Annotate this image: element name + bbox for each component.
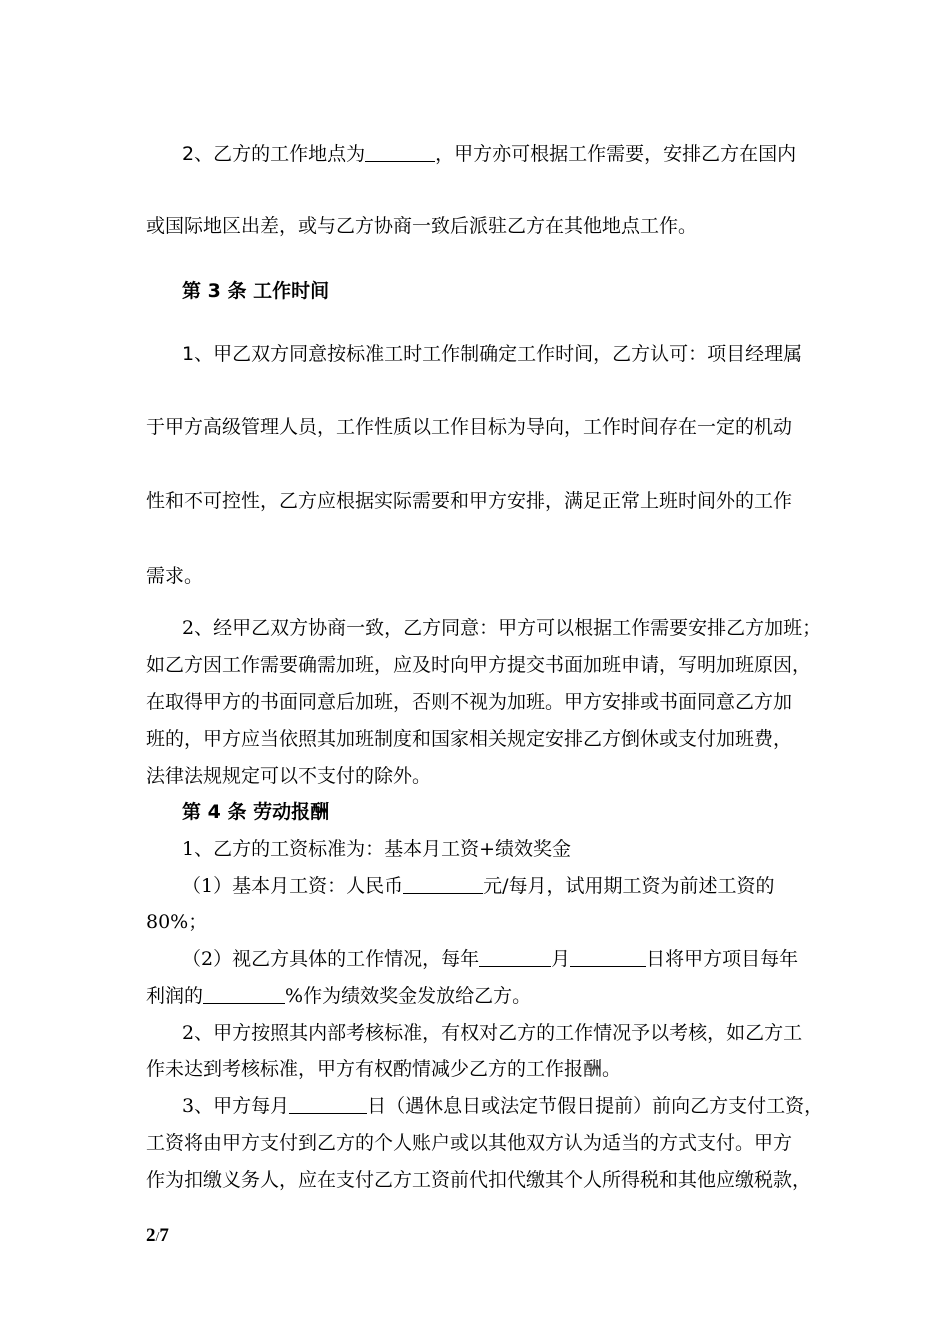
- text: 日（遇休息日或法定节假日提前）前向乙方支付工资，: [367, 1095, 824, 1117]
- blank-field-work-location: [365, 142, 435, 162]
- article4-s2-line2: [146, 981, 950, 1008]
- text: 3、甲方每月: [182, 1095, 290, 1117]
- article4-p2-line2: 作未达到考核标准，甲方有权酌情减少乙方的工作报酬。: [146, 1058, 622, 1080]
- text: 2、乙方的工作地点为: [182, 143, 366, 165]
- article3-p1-line3: 性和不可控性，乙方应根据实际需要和甲方安排，满足正常上班时间外的工作: [146, 490, 793, 512]
- text: 元/每月，试用期工资为前述工资的: [483, 875, 775, 897]
- article3-p1-line4: 需求。: [146, 565, 204, 587]
- article4-p3-line3: 作为扣缴义务人，应在支付乙方工资前代扣代缴其个人所得税和其他应缴税款，: [146, 1169, 812, 1191]
- blank-field-base-salary: [403, 874, 483, 894]
- text: 日将甲方项目每年: [646, 948, 799, 970]
- article4-s2-line1: [182, 944, 950, 971]
- text: （2）视乙方具体的工作情况，每年: [182, 948, 480, 970]
- article4-p1: 1、乙方的工资标准为：基本月工资+绩效奖金: [182, 838, 572, 860]
- current-page: 2: [146, 1225, 156, 1246]
- article3-p2-line2: 如乙方因工作需要确需加班，应及时向甲方提交书面加班申请，写明加班原因，: [146, 654, 812, 676]
- paragraph-work-location-line2: 或国际地区出差，或与乙方协商一致后派驻乙方在其他地点工作。: [146, 215, 698, 237]
- article3-p2-line3: 在取得甲方的书面同意后加班，否则不视为加班。甲方安排或书面同意乙方加: [146, 691, 793, 713]
- article4-p3-line1: [182, 1091, 950, 1118]
- blank-field-profit-percent: [203, 984, 285, 1004]
- article3-p2-line4: 班的，甲方应当依照其加班制度和国家相关规定安排乙方倒休或支付加班费，: [146, 728, 793, 750]
- paragraph-work-location-line1: [182, 139, 950, 166]
- page-separator: /: [155, 1230, 160, 1245]
- text: %作为绩效奖金发放给乙方。: [285, 985, 532, 1007]
- article4-p2-line1: 2、甲方按照其内部考核标准，有权对乙方的工作情况予以考核，如乙方工: [182, 1022, 803, 1044]
- total-pages: 7: [159, 1225, 169, 1246]
- article4-s1-line2: 80%；: [146, 911, 208, 933]
- article3-p1-line2: 于甲方高级管理人员，工作性质以工作目标为导向，工作时间存在一定的机动: [146, 416, 793, 438]
- article3-heading: 第 3 条 工作时间: [182, 280, 330, 302]
- text: ，甲方亦可根据工作需要，安排乙方在国内: [435, 143, 797, 165]
- text: 利润的: [146, 985, 204, 1007]
- blank-field-payday: [289, 1094, 367, 1114]
- text: 月: [551, 948, 571, 970]
- blank-field-month: [479, 947, 551, 967]
- page-number: [146, 1225, 169, 1247]
- article4-p3-line2: 工资将由甲方支付到乙方的个人账户或以其他双方认为适当的方式支付。甲方: [146, 1132, 793, 1154]
- article4-heading: 第 4 条 劳动报酬: [182, 801, 330, 823]
- blank-field-day: [570, 947, 646, 967]
- article3-p1-line1: 1、甲乙双方同意按标准工时工作制确定工作时间，乙方认可：项目经理属: [182, 343, 803, 365]
- text: （1）基本月工资：人民币: [182, 875, 404, 897]
- article4-s1-line1: [182, 871, 950, 898]
- article3-p2-line5: 法律法规规定可以不支付的除外。: [146, 765, 432, 787]
- article3-p2-line1: 2、经甲乙双方协商一致，乙方同意：甲方可以根据工作需要安排乙方加班；: [182, 617, 822, 639]
